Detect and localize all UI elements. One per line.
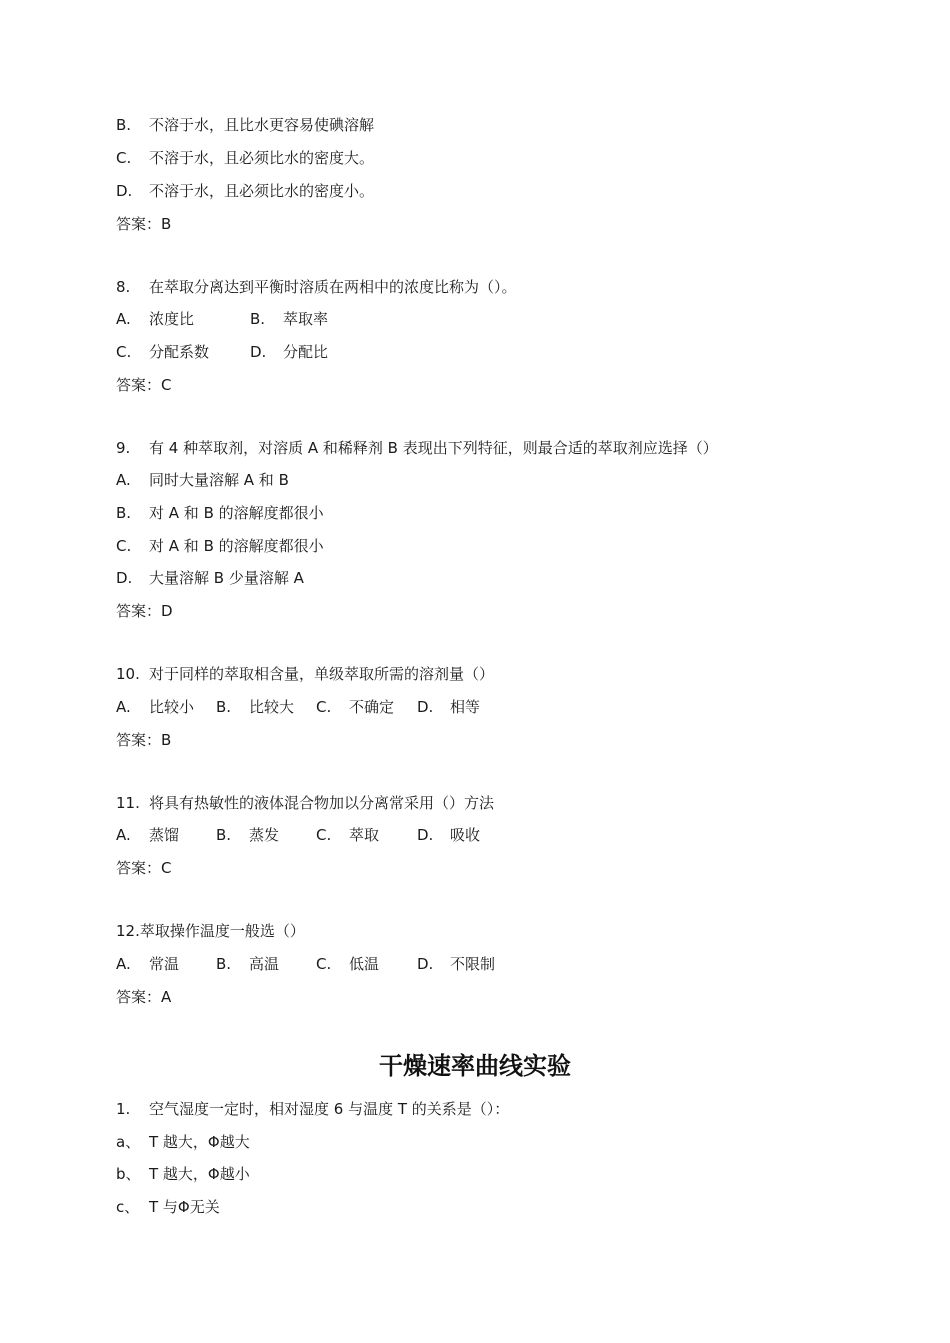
q8-option-d: D. 分配比 — [250, 343, 329, 361]
s1-question: 1. 空气湿度一定时，相对湿度 6 与温度 T 的关系是（）： — [116, 1100, 510, 1118]
q9-option-d: D. 大量溶解 B 少量溶解 A — [116, 569, 304, 587]
q8-option-c: C. 分配系数 — [116, 343, 210, 361]
s1-option-a: a、 T 越大，Φ越大 — [116, 1133, 250, 1151]
q7-answer: 答案：B — [116, 215, 172, 233]
q12-answer: 答案：A — [116, 988, 172, 1006]
q7-option-c: C. 不溶于水，且必须比水的密度大。 — [116, 149, 375, 167]
q7-option-b: B. 不溶于水，且比水更容易使碘溶解 — [116, 116, 375, 134]
q11-option-d: D. 吸收 — [417, 826, 481, 844]
section-heading: 干燥速率曲线实验 — [379, 1052, 571, 1080]
s1-option-b: b、 T 越大，Φ越小 — [116, 1165, 250, 1183]
q10-option-d: D. 相等 — [417, 698, 481, 716]
q8-question: 8. 在萃取分离达到平衡时溶质在两相中的浓度比称为（）。 — [116, 278, 517, 296]
q10-question: 10. 对于同样的萃取相含量，单级萃取所需的溶剂量（） — [116, 665, 495, 683]
q9-answer: 答案：D — [116, 602, 173, 620]
q7-option-d: D. 不溶于水，且必须比水的密度小。 — [116, 182, 375, 200]
q8-option-a: A. 浓度比 — [116, 310, 195, 328]
q8-options-row2 — [116, 341, 328, 363]
q9-question: 9. 有 4 种萃取剂，对溶质 A 和稀释剂 B 表现出下列特征，则最合适的萃取剂应选择（） — [116, 439, 718, 457]
q12-option-c: C. 低温 — [316, 955, 380, 973]
q8-answer: 答案：C — [116, 376, 172, 394]
q11-option-b: B. 蒸发 — [216, 826, 280, 844]
q8-options-row1 — [116, 308, 328, 330]
q12-option-a: A. 常温 — [116, 955, 180, 973]
q10-option-c: C. 不确定 — [316, 698, 395, 716]
q9-option-a: A. 同时大量溶解 A 和 B — [116, 471, 289, 489]
q11-option-a: A. 蒸馏 — [116, 826, 180, 844]
q10-option-b: B. 比较大 — [216, 698, 295, 716]
q12-option-b: B. 高温 — [216, 955, 280, 973]
q11-answer: 答案：C — [116, 859, 172, 877]
q12-option-d: D. 不限制 — [417, 955, 496, 973]
q9-option-b: B. 对 A 和 B 的溶解度都很小 — [116, 504, 324, 522]
s1-option-c: c、 T 与Φ无关 — [116, 1198, 220, 1216]
q8-option-b: B. 萃取率 — [250, 310, 329, 328]
q11-options — [116, 824, 480, 846]
q11-question: 11. 将具有热敏性的液体混合物加以分离常采用（）方法 — [116, 794, 495, 812]
q10-option-a: A. 比较小 — [116, 698, 195, 716]
q9-option-c: C. 对 A 和 B 的溶解度都很小 — [116, 537, 324, 555]
q12-options — [116, 953, 495, 975]
q12-question: 12.萃取操作温度一般选（） — [116, 922, 305, 940]
q11-option-c: C. 萃取 — [316, 826, 380, 844]
q10-answer: 答案：B — [116, 731, 172, 749]
q10-options — [116, 696, 480, 718]
